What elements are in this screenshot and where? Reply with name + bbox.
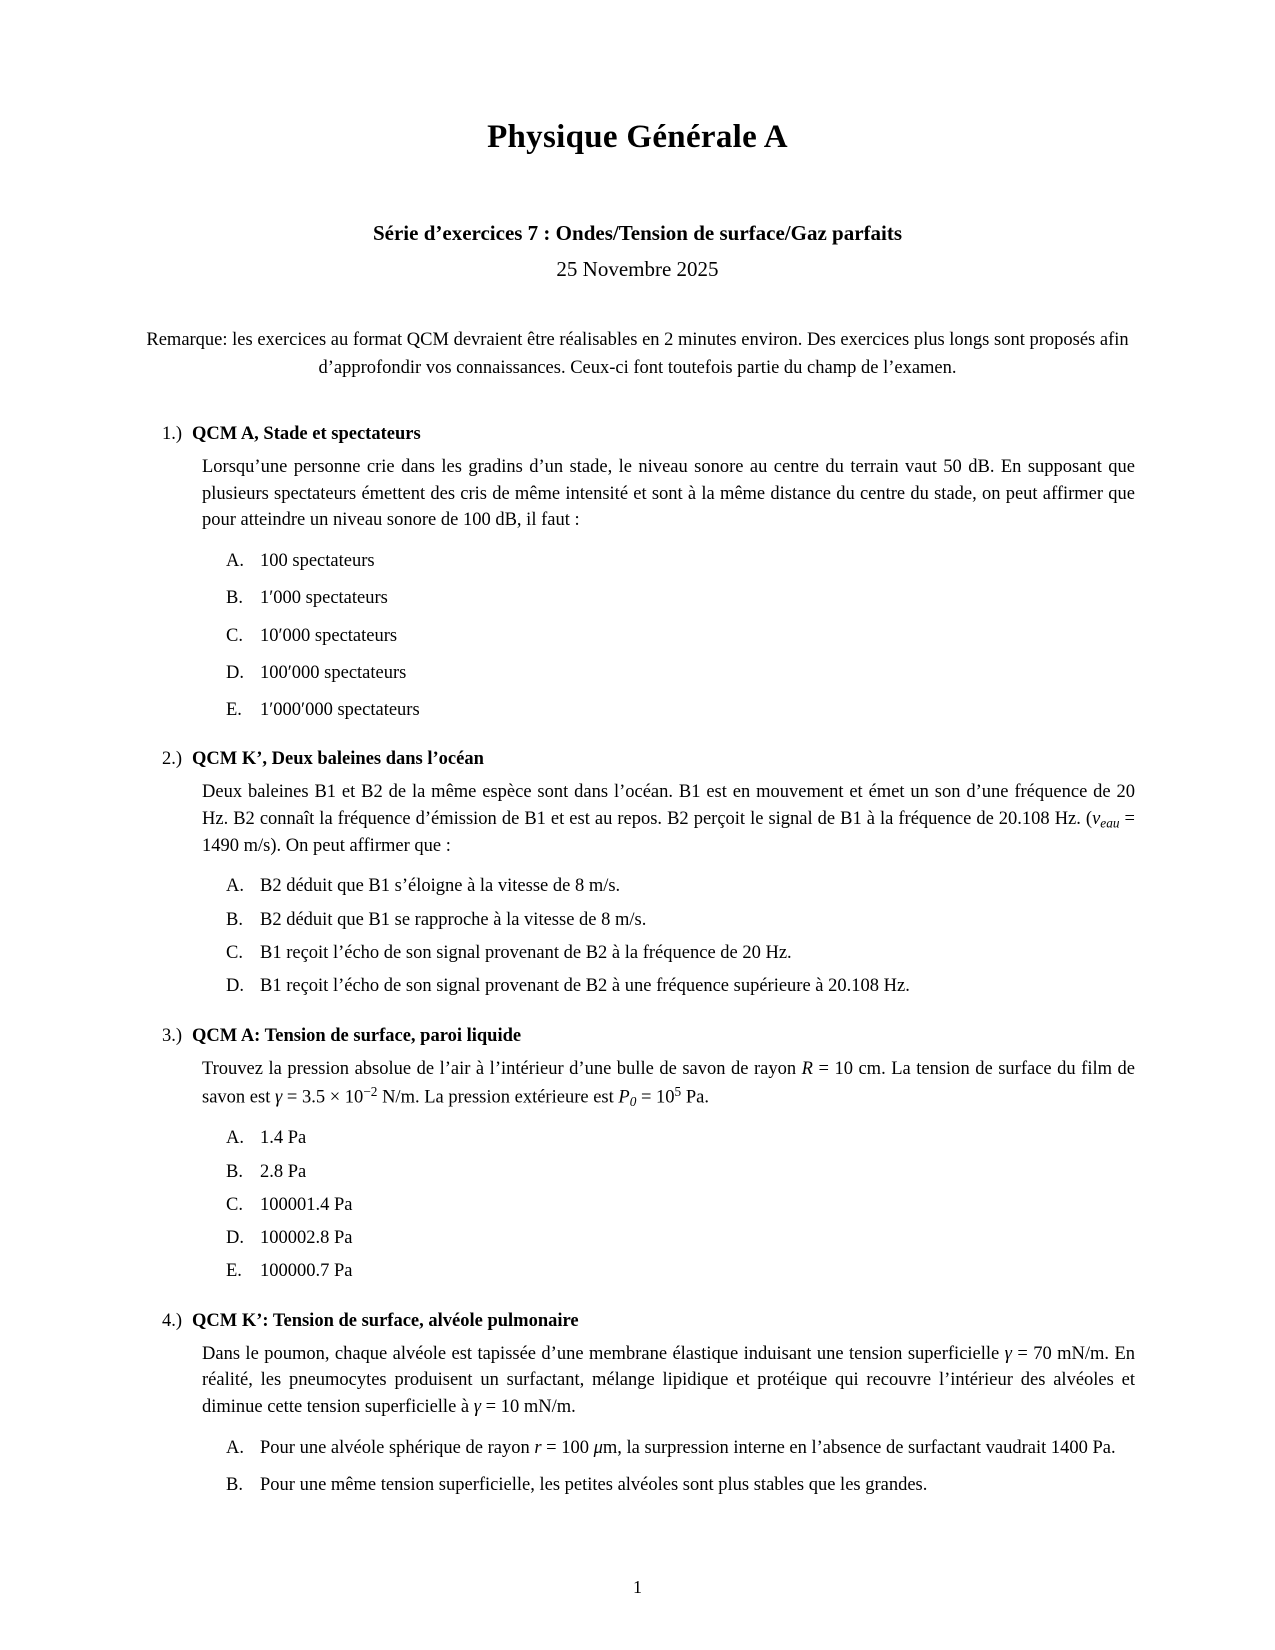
choice-key: A. [226, 550, 244, 571]
exercise-4-body-seg2: = 70 mN/m. En réalité, les pneumocytes produisent un surfactant, mélange lipidique et protéique qui recouvre l’intérieur des alvéoles et diminue cette tension superficielle à [202, 1343, 1136, 1417]
exercise-2-number: 2.) [161, 749, 182, 770]
choice-key: D. [226, 662, 244, 683]
exercise-4 [140, 1311, 1135, 1498]
document-subtitle: Série d’exercices 7 : Ondes/Tension de surface/Gaz parfaits [372, 220, 903, 245]
pressure-symbol: P [618, 1087, 630, 1108]
choice-item[interactable] [226, 1258, 1135, 1284]
choice-item[interactable] [226, 973, 1135, 999]
exercise-4-number: 4.) [161, 1310, 182, 1331]
exercise-3-title: QCM A: Tension de surface, paroi liquide [192, 1025, 522, 1046]
choice-item[interactable] [226, 873, 1135, 899]
exercise-1-title: QCM A, Stade et spectateurs [192, 424, 421, 445]
choice-text: 100000.7 Pa [260, 1261, 353, 1282]
choice-key: C. [226, 625, 243, 646]
choice-item[interactable] [226, 623, 1135, 649]
exercise-4-body-seg1: Dans le poumon, chaque alvéole est tapissée d’une membrane élastique induisant une tension superficielle [202, 1343, 1005, 1364]
exercise-3-heading [140, 1026, 1135, 1047]
choice-item[interactable] [226, 1192, 1135, 1218]
page-number: 1 [633, 1577, 642, 1597]
choice-item[interactable] [226, 1435, 1135, 1461]
choice-text: Pour une même tension superficielle, les petites alvéoles sont plus stables que les grandes. [260, 1474, 928, 1495]
choice-text: 100002.8 Pa [260, 1228, 353, 1249]
exercise-4-choices [226, 1435, 1135, 1499]
choice-text: 100001.4 Pa [260, 1194, 353, 1215]
choice-text: B1 reçoit l’écho de son signal provenant de B2 à la fréquence de 20 Hz. [260, 942, 792, 963]
choice-text: B1 reçoit l’écho de son signal provenant de B2 à une fréquence supérieure à 20.108 Hz. [260, 976, 910, 997]
choice-key: B. [226, 1161, 243, 1182]
choice-key: B. [226, 588, 243, 609]
choice-text: 100 spectateurs [260, 550, 375, 571]
exponent-five: 5 [674, 1084, 682, 1100]
exercise-2-body [202, 779, 1135, 859]
gamma-symbol: γ [274, 1087, 283, 1108]
choice-seg1: Pour une alvéole sphérique de rayon [260, 1437, 535, 1458]
choice-key: C. [226, 1194, 243, 1215]
exercise-3 [140, 1026, 1135, 1285]
exercise-2-heading [140, 749, 1135, 770]
exercise-list [140, 424, 1135, 1498]
choice-text: 2.8 Pa [260, 1161, 307, 1182]
choice-key: A. [226, 876, 244, 897]
exercise-3-body-seg4: N/m. La pression extérieure est [377, 1087, 619, 1108]
document-date: 25 Novembre 2025 [556, 256, 719, 281]
choice-text [260, 1435, 1135, 1461]
choice-item[interactable] [226, 548, 1135, 574]
choice-item[interactable] [226, 907, 1135, 933]
gamma-symbol: γ [473, 1396, 482, 1417]
choice-item[interactable] [226, 585, 1135, 611]
exercise-3-body [202, 1056, 1135, 1112]
choice-key: C. [226, 942, 243, 963]
exercise-4-body [202, 1341, 1135, 1421]
choice-item[interactable] [226, 660, 1135, 686]
exercise-3-body-seg6: Pa. [681, 1087, 709, 1108]
choice-key: B. [226, 1474, 243, 1495]
exercise-3-body-seg1: Trouvez la pression absolue de l’air à l’intérieur d’une bulle de savon de rayon [202, 1058, 802, 1079]
pressure-subscript: 0 [629, 1094, 637, 1110]
exercise-2-choices [226, 873, 1135, 999]
gamma-symbol: γ [1004, 1343, 1012, 1364]
exercise-2-body-part2: = 1490 m/s). On peut affirmer que : [202, 808, 1135, 856]
choice-item[interactable] [226, 940, 1135, 966]
choice-text: 10′000 spectateurs [260, 625, 398, 646]
choice-item[interactable] [226, 1125, 1135, 1151]
choice-text: 1′000′000 spectateurs [260, 700, 420, 721]
choice-key: A. [226, 1437, 244, 1458]
choice-key: E. [226, 1261, 242, 1282]
exponent-minus-two: −2 [363, 1084, 378, 1100]
choice-seg3: m, la surpression interne en l’absence de surfactant vaudrait 1400 Pa. [602, 1437, 1116, 1458]
choice-item[interactable] [226, 1159, 1135, 1185]
choice-key: E. [226, 700, 242, 721]
choice-seg2: = 100 [541, 1437, 594, 1458]
exercise-1-number: 1.) [161, 424, 182, 445]
exercise-2 [140, 749, 1135, 999]
speed-of-sound-symbol: v [1092, 808, 1101, 829]
choice-text: 1′000 spectateurs [260, 588, 388, 609]
choice-key: D. [226, 1228, 244, 1249]
choice-item[interactable] [226, 1472, 1135, 1498]
page-title: Physique Générale A [487, 119, 788, 155]
remark-paragraph: Remarque: les exercices au format QCM devraient être réalisables en 2 minutes environ. Des exercices plus longs sont proposés afin d’approfondir vos connaissances. Ceux-ci font toutefois partie du champ de l’examen. [146, 329, 1129, 378]
exercise-3-choices [226, 1125, 1135, 1284]
exercise-3-number: 3.) [161, 1025, 182, 1046]
choice-text: B2 déduit que B1 se rapproche à la vitesse de 8 m/s. [260, 909, 647, 930]
choice-key: A. [226, 1128, 244, 1149]
exercise-1-heading [140, 424, 1135, 445]
exercise-3-body-seg3: = 3.5 × 10 [282, 1087, 364, 1108]
radius-symbol: r [534, 1437, 542, 1458]
exercise-1-body: Lorsqu’une personne crie dans les gradins d’un stade, le niveau sonore au centre du terrain vaut 50 dB. En supposant que plusieurs spectateurs émettent des cris de même intensité et sont à la même distance du centre du stade, on peut affirmer que pour atteindre un niveau sonore de 100 dB, il faut : [202, 457, 1135, 531]
exercise-2-body-part1: Deux baleines B1 et B2 de la même espèce sont dans l’océan. B1 est en mouvement et émet un son d’une fréquence de 20 Hz. B2 connaît la fréquence d’émission de B1 et est au repos. B2 perçoit le signal de B1 à la fréquence de 20.108 Hz. ( [202, 782, 1135, 829]
exercise-1 [140, 424, 1135, 723]
choice-text: 100′000 spectateurs [260, 662, 407, 683]
choice-text: B2 déduit que B1 s’éloigne à la vitesse de 8 m/s. [260, 876, 621, 897]
exercise-4-title: QCM K’: Tension de surface, alvéole pulmonaire [192, 1310, 579, 1331]
choice-text: 1.4 Pa [260, 1128, 307, 1149]
exercise-4-body-seg3: = 10 mN/m. [481, 1396, 576, 1417]
choice-item[interactable] [226, 697, 1135, 723]
choice-key: D. [226, 976, 244, 997]
exercise-4-heading [140, 1311, 1135, 1332]
exercise-3-body-seg5: = 10 [636, 1087, 675, 1108]
micro-symbol: μ [593, 1437, 603, 1458]
radius-symbol: R [801, 1058, 813, 1079]
exercise-2-title: QCM K’, Deux baleines dans l’océan [192, 749, 484, 770]
choice-item[interactable] [226, 1225, 1135, 1251]
choice-key: B. [226, 909, 243, 930]
exercise-3-body-seg2: = 10 cm. La tension de surface du film de savon est [202, 1058, 1135, 1108]
exercise-1-choices [226, 548, 1135, 723]
speed-of-sound-subscript: eau [1100, 815, 1120, 831]
